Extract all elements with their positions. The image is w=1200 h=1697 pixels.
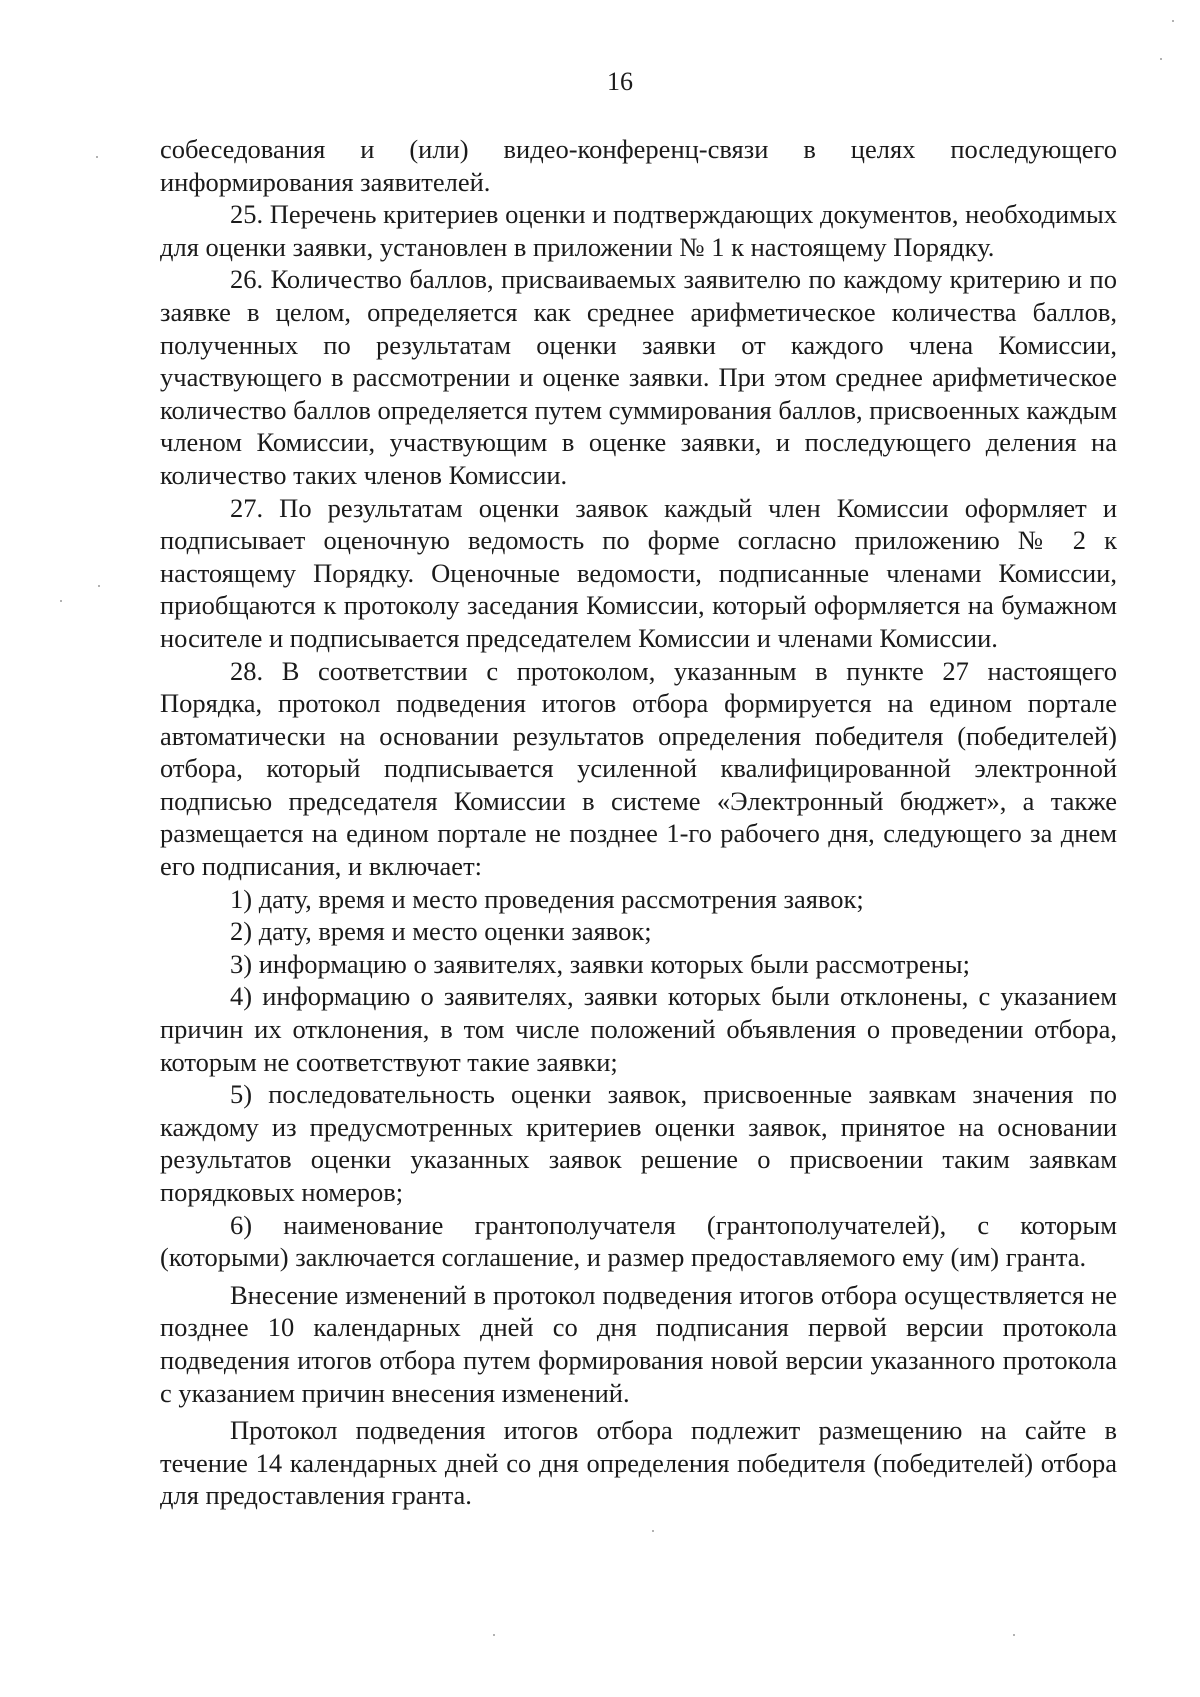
page-number: 16: [607, 67, 633, 96]
paragraph-protocol-publication: Протокол подведения итогов отбора подлежит размещению на сайте в течение 14 календарных дней со дня определения победителя (победителей) отбора для предоставления гранта.: [160, 1415, 1117, 1511]
paragraph-27: 27. По результатам оценки заявок каждый член Комиссии оформляет и подписывает оценочную ведомость по форме согласно приложению № 2 к настоящему Порядку. Оценочные ведомости, подписанные членами Комиссии, приобщаются к протоколу заседания Комиссии, который оформляется на бумажном носителе и подписывается председателем Комиссии и членами Комиссии.: [160, 492, 1117, 653]
scan-speck: [96, 156, 98, 158]
paragraph-25: 25. Перечень критериев оценки и подтверждающих документов, необходимых для оценки заявки, установлен в приложении № 1 к настоящему Порядку.: [160, 199, 1117, 262]
list-item-6: 6) наименование грантополучателя (грантополучателей), с которым (которыми) заключается соглашение, и размер предоставляемого ему (им) гранта.: [160, 1209, 1117, 1273]
list-item-1: 1) дату, время и место проведения рассмотрения заявок;: [230, 883, 864, 914]
scan-speck: [1160, 58, 1162, 60]
list-item-2: 2) дату, время и место оценки заявок;: [230, 916, 652, 947]
scan-speck: [1172, 20, 1174, 22]
document-body: [160, 133, 1117, 1512]
paragraph-28: 28. В соответствии с протоколом, указанным в пункте 27 настоящего Порядка, протокол подведения итогов отбора формируется на едином портале автоматически на основании результатов определения победителя (победителей) отбора, который подписывается усиленной квалифицированной электронной подписью председателя Комиссии в системе «Электронный бюджет», а также размещается на едином портале не позднее 1-го рабочего дня, следующего за днем его подписания, и включает:: [160, 655, 1117, 882]
scan-speck: [493, 1634, 495, 1636]
paragraph-26: 26. Количество баллов, присваиваемых заявителю по каждому критерию и по заявке в целом, определяется как среднее арифметическое количества баллов, полученных по результатам оценки заявки от каждого члена Комиссии, участвующего в рассмотрении и оценке заявки. При этом среднее арифметическое количество баллов определяется путем суммирования баллов, присвоенных каждым членом Комиссии, участвующим в оценке заявки, и последующего деления на количество таких членов Комиссии.: [160, 264, 1117, 490]
scan-speck: [60, 600, 62, 602]
paragraph-protocol-changes: Внесение изменений в протокол подведения итогов отбора осуществляется не позднее 10 календарных дней со дня подписания первой версии протокола подведения итогов отбора путем формирования новой версии указанного протокола с указанием причин внесения изменений.: [160, 1279, 1117, 1408]
scan-speck: [1013, 1634, 1015, 1636]
list-item-4: 4) информацию о заявителях, заявки которых были отклонены, с указанием причин их отклонения, в том числе положений объявления о проведении отбора, которым не соответствуют такие заявки;: [160, 981, 1117, 1077]
scan-speck: [98, 585, 100, 587]
paragraph-continuation: собеседования и (или) видео-конференц-связи в целях последующего информирования заявителей.: [160, 134, 1117, 197]
scan-speck: [652, 1530, 654, 1532]
list-item-5: 5) последовательность оценки заявок, присвоенные заявкам значения по каждому из предусмотренных критериев оценки заявок, принятое на основании результатов оценки указанных заявок решение о присвоении таким заявкам порядковых номеров;: [160, 1079, 1117, 1207]
list-item-3: 3) информацию о заявителях, заявки которых были рассмотрены;: [230, 948, 970, 979]
